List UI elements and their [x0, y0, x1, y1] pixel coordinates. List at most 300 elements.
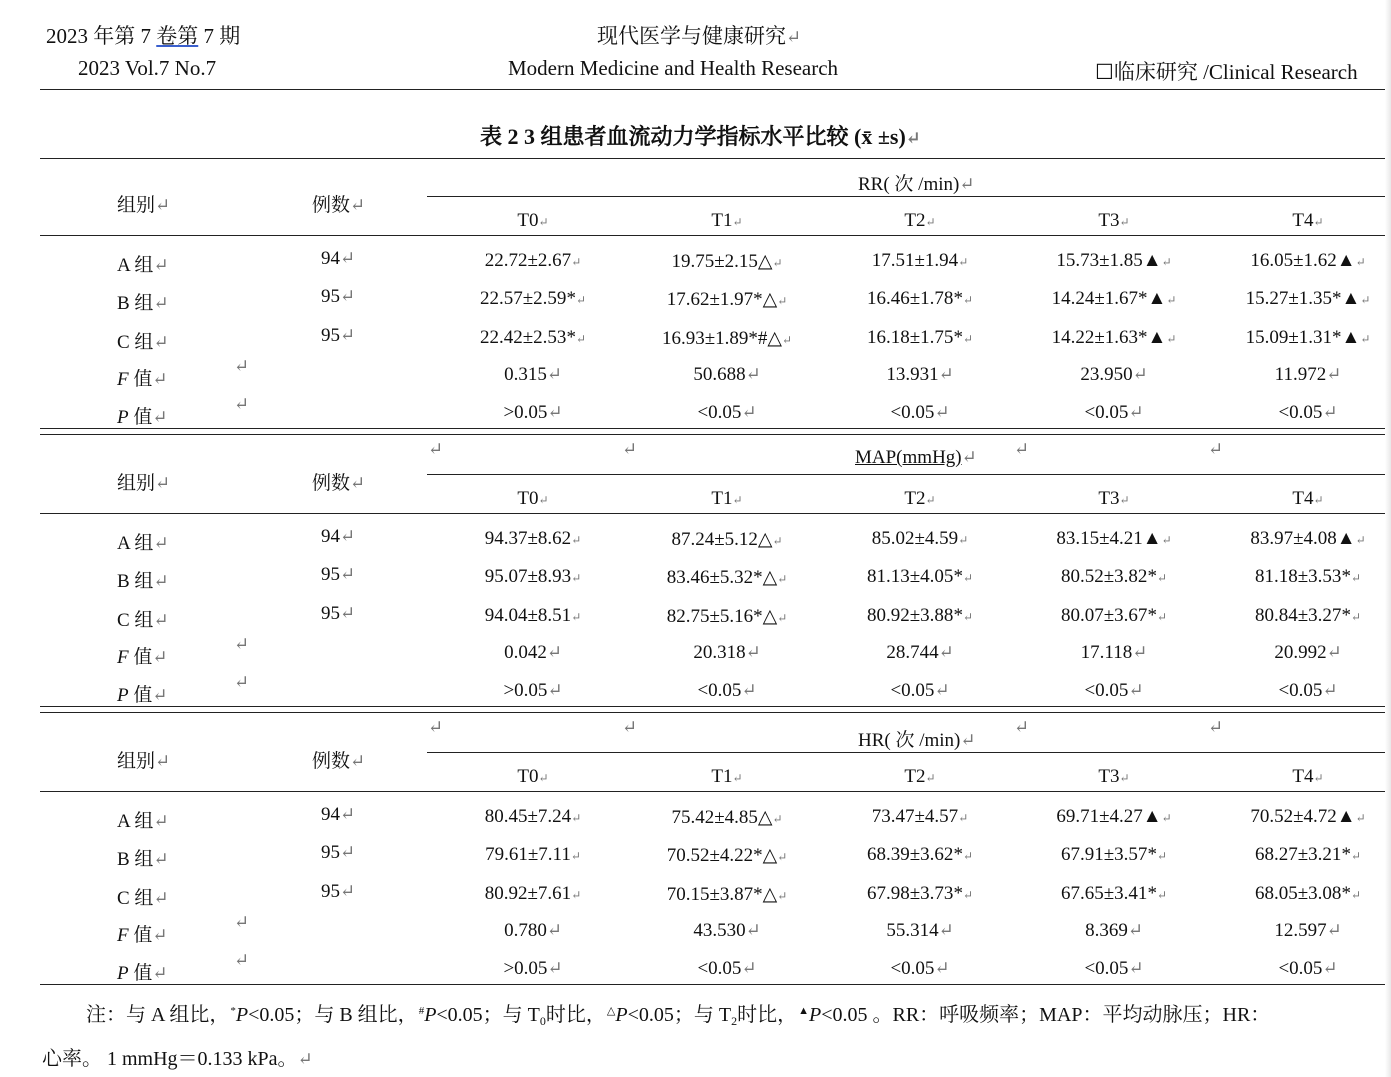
f-value-text: 12.597 [1274, 920, 1327, 941]
return-mark: ↵ [1119, 771, 1130, 785]
f-value-label [117, 920, 167, 947]
cell-value: 73.47±4.57 [871, 806, 959, 827]
table-cell [1250, 806, 1365, 828]
note-d: 时比， [545, 1004, 606, 1026]
return-mark: ↵ [1208, 439, 1224, 459]
time-column-header [904, 488, 935, 510]
table-cell [485, 528, 582, 550]
f-value-cell [1085, 920, 1143, 942]
time-col-sub: 1 [723, 766, 733, 787]
f-value-label [117, 364, 167, 391]
header-rule [40, 89, 1391, 90]
return-mark: ↵ [777, 611, 788, 625]
row-label-text: A 组 [117, 255, 154, 276]
cell-value: 68.05±3.08 [1255, 883, 1342, 904]
time-col-sub: 3 [1110, 210, 1120, 231]
return-mark: ↵ [546, 364, 562, 384]
cell-value: 19.75±2.15 [671, 251, 758, 272]
f-value-text: 50.688 [693, 364, 746, 385]
p-suffix: 值 [128, 685, 153, 706]
cell-significance: * [1147, 883, 1157, 904]
p-value-cell [1084, 680, 1143, 702]
p-value-label [117, 958, 167, 985]
row-label [117, 288, 169, 315]
return-mark: ↵ [1132, 364, 1148, 384]
cell-significance: *#△ [748, 328, 782, 349]
section-subheader-rule [427, 196, 1391, 197]
return-mark: ↵ [1156, 849, 1167, 863]
return-mark: ↵ [571, 811, 582, 825]
time-col-letter: T [711, 210, 724, 231]
return-mark: ↵ [1161, 811, 1172, 825]
note-sub2: 2 [731, 1014, 738, 1028]
cell-value: 16.05±1.62 [1250, 250, 1337, 271]
p-letter: P [117, 963, 129, 984]
return-mark: ↵ [1119, 493, 1130, 507]
note-f: 时比， [737, 1004, 798, 1026]
f-value-text: 13.931 [886, 364, 939, 385]
note-p2: P [424, 1004, 437, 1026]
p-value-text: >0.05 [503, 680, 548, 701]
row-label [117, 566, 169, 593]
return-mark: ↵ [153, 293, 169, 313]
section-subheader-rule [427, 752, 1391, 753]
table-cell [485, 844, 581, 866]
time-column-header [517, 766, 548, 788]
return-mark: ↵ [153, 849, 169, 869]
return-mark: ↵ [741, 402, 757, 422]
time-col-letter: T [1292, 210, 1305, 231]
cell-value: 69.71±4.27 [1056, 806, 1143, 827]
note-p1: P [235, 1004, 249, 1026]
return-mark: ↵ [741, 680, 757, 700]
table-cell [662, 327, 792, 350]
f-value-cell [886, 642, 953, 664]
table-cell [667, 605, 788, 628]
return-mark: ↵ [1355, 255, 1366, 269]
table-cell [1056, 250, 1171, 272]
row-label-text: B 组 [117, 571, 154, 592]
row-label-text: A 组 [117, 533, 154, 554]
section-label: ☐临床研究 /Clinical Research [1095, 60, 1358, 84]
return-mark: ↵ [958, 255, 969, 269]
cell-value: 83.46±5.32 [666, 567, 754, 588]
cell-value: 15.27±1.35 [1245, 288, 1333, 309]
cell-value: 14.24±1.67 [1051, 288, 1139, 309]
f-value-cell [1274, 920, 1341, 942]
p-value-text: <0.05 [1084, 680, 1129, 701]
row-label [117, 250, 169, 277]
cell-significance: * [1341, 605, 1351, 626]
p-suffix: 值 [128, 407, 153, 428]
cell-value: 70.15±3.87 [666, 884, 754, 905]
return-mark: ↵ [732, 493, 743, 507]
cell-value: 80.52±3.82 [1061, 566, 1148, 587]
row-label-text: C 组 [117, 332, 154, 353]
return-mark: ↵ [1166, 332, 1177, 346]
cell-value: 94.04±8.51 [484, 605, 572, 626]
return-mark: ↵ [962, 293, 973, 307]
f-letter: F [117, 925, 129, 946]
p-value-cell [1084, 402, 1143, 424]
time-col-letter: T [904, 210, 917, 231]
return-mark: ↵ [155, 473, 171, 493]
time-col-letter: T [1292, 488, 1305, 509]
return-mark [622, 717, 637, 739]
time-col-letter: T [1098, 210, 1111, 231]
return-mark: ↵ [155, 751, 171, 771]
return-mark: ↵ [1313, 771, 1324, 785]
p-value-cell [697, 402, 756, 424]
return-mark: ↵ [1360, 293, 1371, 307]
return-mark: ↵ [1166, 293, 1177, 307]
return-mark [1014, 717, 1029, 739]
p-value-label [117, 680, 167, 707]
return-mark: ↵ [152, 407, 168, 427]
section-separator-rule [40, 434, 1391, 435]
return-mark: ↵ [1350, 849, 1361, 863]
cell-significance: ▲ [1142, 528, 1162, 549]
return-mark: ↵ [934, 958, 950, 978]
cell-significance: * [953, 605, 963, 626]
return-mark: ↵ [772, 256, 783, 270]
time-column-header [1098, 210, 1129, 232]
time-col-letter: T [517, 766, 530, 787]
note-star: * [230, 1005, 236, 1017]
row-count-text: 95 [321, 564, 340, 585]
row-count [321, 564, 355, 586]
return-mark: ↵ [234, 912, 250, 932]
table-cell [872, 528, 969, 550]
table-cell [1061, 566, 1167, 588]
time-col-sub: 3 [1110, 766, 1120, 787]
section-title [855, 447, 977, 469]
section-title-text: RR( 次 /min) [858, 174, 960, 195]
column-header-group [117, 190, 170, 217]
return-mark: ↵ [538, 771, 549, 785]
return-mark: ↵ [777, 294, 788, 308]
table-cell [671, 250, 782, 273]
f-value-cell [693, 642, 760, 664]
p-value-text: <0.05 [697, 958, 742, 979]
f-value-text: 20.318 [693, 642, 746, 663]
cell-significance: ▲ [1336, 250, 1356, 271]
return-mark: ↵ [962, 610, 973, 624]
return-mark: ↵ [1127, 920, 1143, 940]
f-value-cell [504, 920, 562, 942]
table-cell [867, 883, 973, 905]
cell-significance: *▲ [1138, 288, 1167, 309]
cell-value: 15.09±1.31 [1245, 327, 1333, 348]
f-value-text: 8.369 [1085, 920, 1128, 941]
return-mark: ↵ [1128, 680, 1144, 700]
return-mark: ↵ [538, 493, 549, 507]
time-column-header [517, 210, 548, 232]
return-mark: ↵ [547, 958, 563, 978]
cell-significance: * [1341, 883, 1351, 904]
return-mark: ↵ [622, 439, 638, 459]
cell-value: 22.57±2.59 [480, 288, 567, 309]
time-column-header [904, 766, 935, 788]
journal-cn [597, 20, 801, 50]
column-header-count [312, 468, 365, 495]
p-value-cell [503, 958, 562, 980]
table-cell [1255, 566, 1361, 588]
table-cell [485, 566, 582, 588]
row-count-text: 95 [321, 325, 340, 346]
return-mark: ↵ [777, 850, 788, 864]
p-value-cell [1278, 402, 1337, 424]
f-suffix: 值 [128, 647, 153, 668]
f-value-text: 0.315 [504, 364, 547, 385]
table-cell [1246, 327, 1371, 349]
time-col-letter: T [517, 488, 530, 509]
cell-significance: * [953, 566, 963, 587]
return-mark: ↵ [340, 842, 356, 862]
cell-significance: *△ [753, 884, 778, 905]
table-cell [480, 288, 586, 310]
header-bottom-rule [40, 513, 1391, 514]
row-label-text: B 组 [117, 293, 154, 314]
p-value-text: >0.05 [503, 402, 548, 423]
return-mark: ↵ [234, 356, 250, 376]
return-mark: ↵ [1350, 888, 1361, 902]
return-mark: ↵ [777, 889, 788, 903]
cell-significance: ▲ [1336, 806, 1356, 827]
return-mark: ↵ [153, 888, 169, 908]
return-mark [234, 356, 249, 378]
return-mark: ↵ [1014, 717, 1030, 737]
cell-significance: *△ [753, 845, 778, 866]
table-cell [1052, 327, 1177, 349]
cell-significance: * [1147, 844, 1157, 865]
return-mark: ↵ [340, 286, 356, 306]
return-mark: ↵ [152, 685, 168, 705]
return-mark: ↵ [152, 963, 168, 983]
return-mark: ↵ [1355, 533, 1366, 547]
f-letter: F [117, 647, 129, 668]
cell-significance: * [953, 327, 963, 348]
cell-value: 16.18±1.75 [867, 327, 954, 348]
p-value-cell [1278, 958, 1337, 980]
note-c: <0.05；与 T [436, 1004, 540, 1026]
p-value-text: <0.05 [1084, 958, 1129, 979]
return-mark: ↵ [153, 811, 169, 831]
return-mark [428, 717, 443, 739]
table-cell [667, 566, 788, 589]
column-header-group-text: 组别 [117, 751, 156, 772]
table-top-rule [40, 158, 1391, 159]
cell-value: 81.18±3.53 [1255, 566, 1342, 587]
cell-value: 68.27±3.21 [1255, 844, 1342, 865]
row-count [321, 881, 355, 903]
cell-significance: * [1341, 566, 1351, 587]
note-line2-text: 心率。 1 mmHg＝0.133 kPa。 [42, 1048, 298, 1070]
cell-value: 14.22±1.63 [1051, 327, 1139, 348]
p-value-cell [890, 402, 949, 424]
note-p4: P [808, 1004, 822, 1026]
cell-significance: △ [757, 251, 773, 272]
note-p3: P [615, 1004, 628, 1026]
return-mark: ↵ [547, 402, 563, 422]
table-title-text: 表 2 3 组患者血流动力学指标水平比较 (x̄ ±s) [480, 124, 906, 149]
return-mark: ↵ [1161, 533, 1172, 547]
f-value-text: 43.530 [693, 920, 746, 941]
journal-en: Modern Medicine and Health Research [508, 56, 839, 80]
f-value-text: 0.780 [504, 920, 547, 941]
section-title-text: HR( 次 /min) [858, 730, 961, 751]
f-value-cell [504, 642, 562, 664]
return-mark [1014, 439, 1029, 461]
return-mark: ↵ [153, 610, 169, 630]
cell-value: 67.91±3.57 [1061, 844, 1148, 865]
table-cell [485, 605, 582, 627]
section-subheader-rule [427, 474, 1391, 475]
cell-value: 79.61±7.11 [485, 844, 571, 865]
time-column-header [1098, 488, 1129, 510]
return-mark: ↵ [1119, 215, 1130, 229]
time-col-sub: 4 [1304, 766, 1314, 787]
note-b: <0.05；与 B 组比， [248, 1004, 418, 1026]
p-value-cell [503, 680, 562, 702]
time-col-sub: 2 [916, 488, 926, 509]
return-mark: ↵ [1355, 811, 1366, 825]
table-cell [1255, 605, 1361, 627]
note-g: <0.05 。RR：呼吸频率；MAP：平均动脉压；HR： [821, 1004, 1271, 1026]
cell-value: 15.73±1.85 [1056, 250, 1143, 271]
return-mark: ↵ [732, 771, 743, 785]
cell-significance: * [566, 288, 576, 309]
time-col-letter: T [517, 210, 530, 231]
time-col-letter: T [904, 488, 917, 509]
p-value-cell [1084, 958, 1143, 980]
issue-cn [46, 20, 240, 50]
cell-value: 81.13±4.05 [867, 566, 954, 587]
row-count [321, 842, 355, 864]
cell-value: 67.98±3.73 [867, 883, 954, 904]
return-mark: ↵ [234, 394, 250, 414]
return-mark: ↵ [153, 571, 169, 591]
table-cell [872, 806, 969, 828]
p-value-cell [1278, 680, 1337, 702]
time-col-sub: 0 [529, 766, 539, 787]
section-separator-rule [40, 428, 1391, 429]
p-value-text: <0.05 [1278, 402, 1323, 423]
cell-significance: *△ [753, 289, 778, 310]
return-mark: ↵ [297, 1049, 313, 1069]
table-cell [485, 250, 582, 272]
row-count [321, 526, 355, 548]
cell-value: 22.72±2.67 [484, 250, 572, 271]
table-note-line2 [42, 1042, 313, 1071]
cell-value: 83.15±4.21 [1056, 528, 1143, 549]
return-mark: ↵ [1322, 958, 1338, 978]
return-mark: ↵ [1161, 255, 1172, 269]
cell-value: 67.65±3.41 [1061, 883, 1148, 904]
cell-significance: * [953, 844, 963, 865]
return-mark: ↵ [745, 364, 761, 384]
return-mark: ↵ [155, 195, 171, 215]
time-column-header [1098, 766, 1129, 788]
cell-value: 87.24±5.12 [671, 529, 758, 550]
time-col-letter: T [711, 488, 724, 509]
row-count-text: 95 [321, 286, 340, 307]
cell-value: 16.93±1.89 [661, 328, 749, 349]
table-cell [671, 528, 782, 551]
return-mark: ↵ [777, 572, 788, 586]
section-title-text: MAP(mmHg) [855, 447, 962, 468]
return-mark: ↵ [1322, 402, 1338, 422]
cell-value: 22.42±2.53 [480, 327, 567, 348]
column-header-count-text: 例数 [312, 473, 351, 494]
return-mark: ↵ [962, 849, 973, 863]
time-col-sub: 3 [1110, 488, 1120, 509]
return-mark: ↵ [772, 812, 783, 826]
return-mark: ↵ [153, 255, 169, 275]
return-mark: ↵ [905, 128, 921, 148]
f-letter: F [117, 369, 129, 390]
time-column-header [711, 766, 742, 788]
return-mark: ↵ [1156, 571, 1167, 585]
f-value-cell [1081, 642, 1148, 664]
p-value-cell [697, 958, 756, 980]
return-mark: ↵ [571, 533, 582, 547]
p-value-label [117, 402, 167, 429]
return-mark: ↵ [745, 642, 761, 662]
return-mark: ↵ [1313, 215, 1324, 229]
p-suffix: 值 [128, 963, 153, 984]
f-value-text: 23.950 [1080, 364, 1133, 385]
return-mark: ↵ [622, 717, 638, 737]
header-bottom-rule [40, 235, 1391, 236]
cell-value: 80.07±3.67 [1061, 605, 1148, 626]
cell-significance: * [566, 327, 576, 348]
return-mark [234, 672, 249, 694]
return-mark: ↵ [961, 447, 977, 467]
cell-value: 80.45±7.24 [484, 806, 572, 827]
f-value-cell [886, 920, 953, 942]
return-mark: ↵ [570, 849, 581, 863]
row-count-text: 95 [321, 842, 340, 863]
row-label-text: C 组 [117, 888, 154, 909]
column-header-count-text: 例数 [312, 195, 351, 216]
cell-value: 82.75±5.16 [666, 606, 754, 627]
cell-significance: *▲ [1332, 288, 1361, 309]
return-mark: ↵ [153, 332, 169, 352]
return-mark: ↵ [732, 215, 743, 229]
return-mark: ↵ [934, 402, 950, 422]
column-header-count [312, 190, 365, 217]
table-cell [1061, 844, 1167, 866]
return-mark: ↵ [1208, 717, 1224, 737]
time-col-letter: T [1098, 488, 1111, 509]
p-value-text: <0.05 [1278, 958, 1323, 979]
table-cell [867, 605, 973, 627]
p-value-text: <0.05 [697, 402, 742, 423]
row-label [117, 806, 169, 833]
f-value-text: 20.992 [1274, 642, 1327, 663]
return-mark: ↵ [960, 730, 976, 750]
time-col-letter: T [1098, 766, 1111, 787]
cell-value: 80.92±3.88 [867, 605, 954, 626]
issue-en: 2023 Vol.7 No.7 [78, 56, 217, 80]
row-label [117, 528, 169, 555]
time-column-header [904, 210, 935, 232]
row-count-text: 94 [321, 804, 340, 825]
time-column-header [711, 488, 742, 510]
return-mark: ↵ [938, 364, 954, 384]
page-edge-shadow [1385, 0, 1391, 1077]
